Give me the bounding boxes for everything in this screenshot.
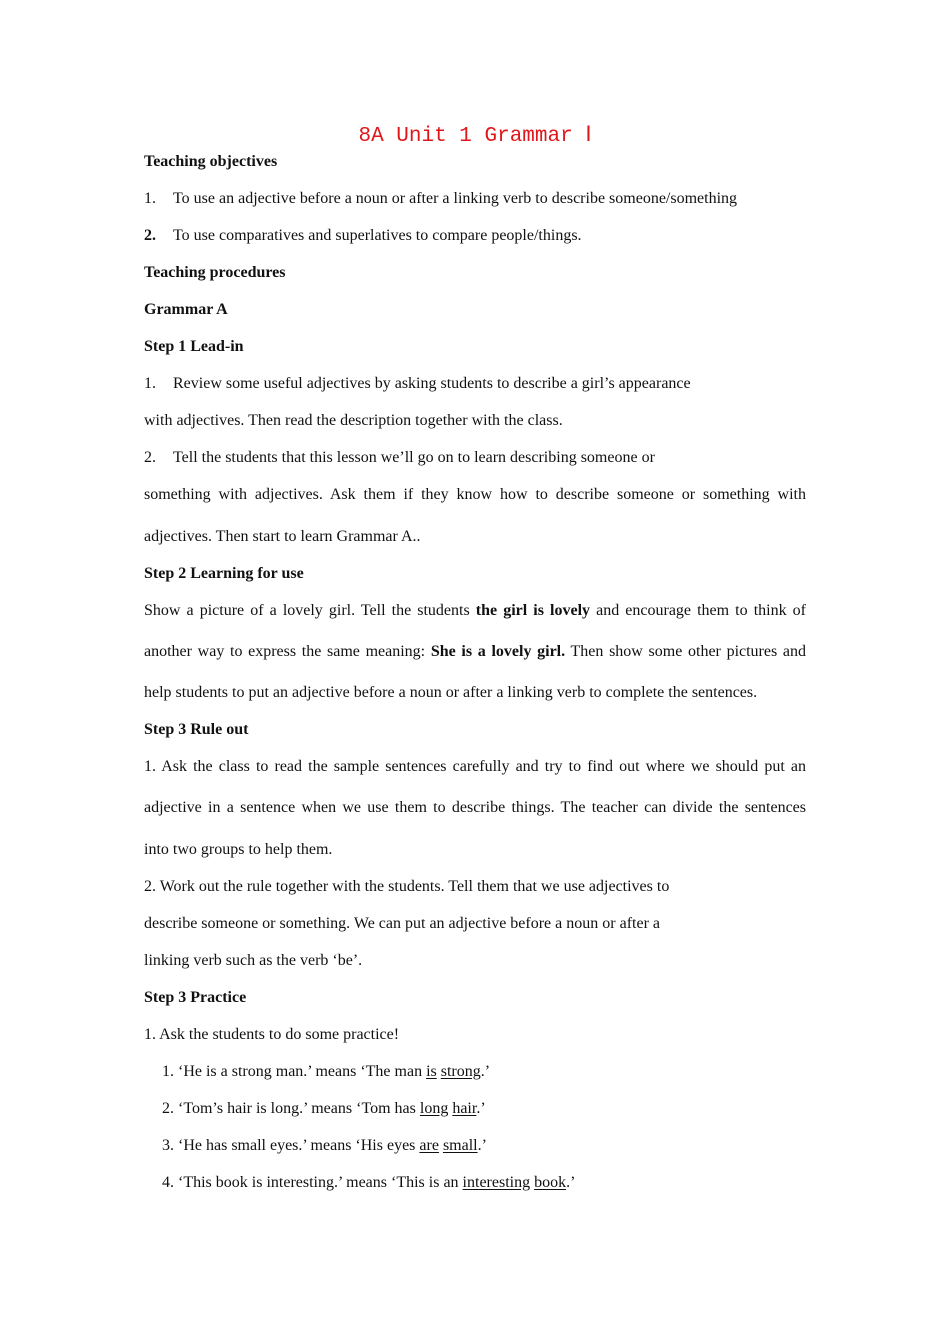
practice-underlined-word: interesting	[462, 1174, 531, 1191]
step1-item1	[144, 374, 691, 394]
grammar-a-heading: Grammar A	[144, 301, 228, 318]
objective-2-number: 2.	[144, 227, 156, 244]
practice-underlined-word: hair	[452, 1100, 477, 1117]
practice-item-2	[162, 1099, 486, 1119]
practice-underlined-word: are	[419, 1137, 439, 1154]
procedures-heading: Teaching procedures	[144, 264, 286, 281]
step2-line2-text-b: Then show some other pictures and	[565, 643, 806, 660]
rule-1-line3: into two groups to help them.	[144, 841, 333, 858]
step2-line1	[144, 601, 806, 621]
step2-line2-bold: She is a lovely girl.	[430, 643, 566, 660]
practice-item-text: 2. ‘Tom’s hair is long.’ means ‘Tom has	[162, 1100, 420, 1117]
practice-underlined-word: strong	[440, 1063, 481, 1080]
rule-1-line1: 1. Ask the class to read the sample sentences carefully and try to find out where we should put an	[144, 758, 806, 775]
step2-line1-text-a: Show a picture of a lovely girl. Tell the students	[144, 602, 476, 619]
practice-underlined-word: small	[442, 1137, 478, 1154]
practice-item-1	[162, 1062, 490, 1082]
step2-line1-text-b: and encourage them to think of	[590, 602, 807, 619]
step1-item2-line2: something with adjectives. Ask them if they know how to describe someone or something with	[144, 486, 806, 503]
objective-2-text: To use comparatives and superlatives to compare people/things.	[173, 227, 582, 244]
objective-1	[144, 189, 737, 209]
step1-item2-line3: adjectives. Then start to learn Grammar A..	[144, 528, 421, 545]
practice-item-end: .’	[477, 1137, 487, 1154]
step2-heading: Step 2 Learning for use	[144, 565, 304, 582]
practice-item-end: .’	[566, 1174, 576, 1191]
objectives-heading: Teaching objectives	[144, 153, 278, 170]
step1-item1-line2: with adjectives. Then read the description together with the class.	[144, 412, 563, 429]
rule-2-line2: describe someone or something. We can put an adjective before a noun or after a	[144, 915, 660, 932]
rule-2-line3: linking verb such as the verb ‘be’.	[144, 952, 363, 969]
step2-line3: help students to put an adjective before a noun or after a linking verb to complete the sentences.	[144, 684, 758, 701]
step2-line2	[144, 642, 806, 662]
rule-1-line2: adjective in a sentence when we use them to describe things. The teacher can divide the sentences	[144, 799, 806, 816]
document-title: 8A Unit 1 Grammar Ⅰ	[358, 125, 592, 148]
practice-item-end: .’	[480, 1063, 491, 1080]
practice-item-4	[162, 1173, 575, 1193]
step1-item1-line1: Review some useful adjectives by asking students to describe a girl’s appearance	[173, 375, 691, 392]
objective-1-text: To use an adjective before a noun or after a linking verb to describe someone/something	[173, 190, 738, 207]
practice-underlined-word: book	[534, 1174, 567, 1191]
rule-2-line1: 2. Work out the rule together with the students. Tell them that we use adjectives to	[144, 878, 670, 895]
objective-1-number: 1.	[144, 190, 156, 207]
practice-underlined-word: long	[419, 1100, 449, 1117]
step3-rule-heading: Step 3 Rule out	[144, 721, 249, 738]
objective-2	[144, 226, 582, 246]
practice-item-text: 4. ‘This book is interesting.’ means ‘This is an	[162, 1174, 463, 1191]
step1-item2-number: 2.	[144, 449, 156, 466]
step2-line2-text-a: another way to express the same meaning:	[144, 643, 431, 660]
practice-underlined-word: is	[426, 1063, 437, 1080]
practice-item-end: .’	[476, 1100, 486, 1117]
step2-line1-bold: the girl is lovely	[475, 602, 591, 619]
practice-item-3	[162, 1136, 487, 1156]
practice-item-text: 3. ‘He has small eyes.’ means ‘His eyes	[162, 1137, 420, 1154]
step1-item2	[144, 448, 655, 468]
practice-intro: 1. Ask the students to do some practice!	[144, 1026, 400, 1043]
step1-item2-line1: Tell the students that this lesson we’ll go on to learn describing someone or	[173, 449, 655, 466]
step1-heading: Step 1 Lead-in	[144, 338, 244, 355]
practice-item-text: 1. ‘He is a strong man.’ means ‘The man	[162, 1063, 427, 1080]
step3-practice-heading: Step 3 Practice	[144, 989, 247, 1006]
step1-item1-number: 1.	[144, 375, 156, 392]
